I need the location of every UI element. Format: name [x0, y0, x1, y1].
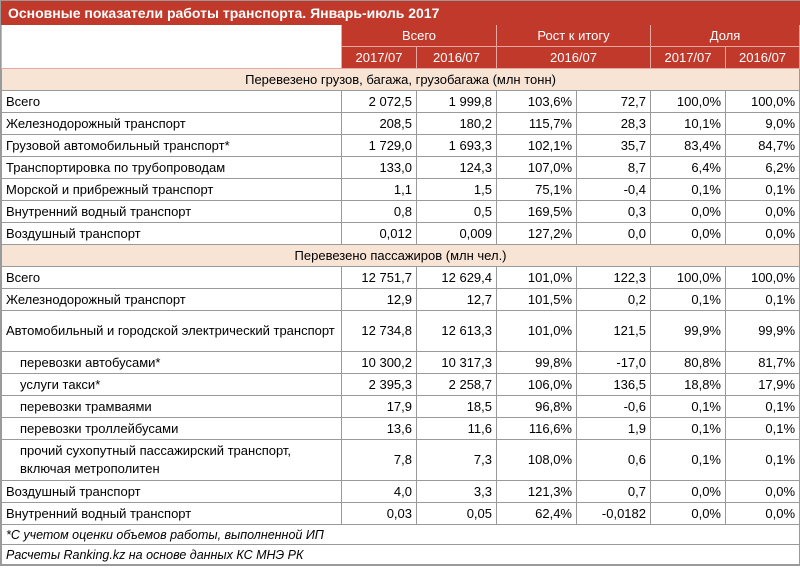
share-2016: 9,0%: [726, 113, 800, 135]
growth-percent: 116,6%: [497, 418, 577, 440]
table-row: [2, 352, 800, 374]
growth-percent: 107,0%: [497, 157, 577, 179]
header-growth: Рост к итогу: [497, 25, 651, 47]
table-row: [2, 179, 800, 201]
value-2016: 10 317,3: [417, 352, 497, 374]
value-2016: 1 999,8: [417, 91, 497, 113]
table-row: [2, 503, 800, 525]
value-2016: 0,05: [417, 503, 497, 525]
value-2016: 12 613,3: [417, 311, 497, 352]
value-2017: 208,5: [342, 113, 417, 135]
growth-absolute: 0,2: [577, 289, 651, 311]
share-2017: 0,1%: [651, 289, 726, 311]
growth-percent: 127,2%: [497, 223, 577, 245]
growth-percent: 62,4%: [497, 503, 577, 525]
cargo-section-label: Перевезено грузов, багажа, грузобагажа (млн тонн): [2, 69, 800, 91]
share-2017: 0,0%: [651, 481, 726, 503]
share-2016: 81,7%: [726, 352, 800, 374]
share-2017: 99,9%: [651, 311, 726, 352]
table-row: [2, 135, 800, 157]
value-2016: 18,5: [417, 396, 497, 418]
header-row-1: [2, 25, 800, 47]
growth-absolute: 8,7: [577, 157, 651, 179]
growth-percent: 106,0%: [497, 374, 577, 396]
transport-indicators-table: [1, 1, 800, 565]
row-label: Всего: [2, 267, 342, 289]
share-2017: 6,4%: [651, 157, 726, 179]
growth-percent: 101,0%: [497, 311, 577, 352]
row-label: Железнодорожный транспорт: [2, 289, 342, 311]
value-2016: 180,2: [417, 113, 497, 135]
value-2017: 12 734,8: [342, 311, 417, 352]
growth-percent: 108,0%: [497, 440, 577, 481]
share-2016: 0,1%: [726, 396, 800, 418]
share-2017: 100,0%: [651, 91, 726, 113]
value-2017: 4,0: [342, 481, 417, 503]
value-2017: 2 395,3: [342, 374, 417, 396]
growth-percent: 121,3%: [497, 481, 577, 503]
share-2017: 0,1%: [651, 440, 726, 481]
table-row: [2, 418, 800, 440]
share-2016: 0,0%: [726, 223, 800, 245]
table-row: [2, 157, 800, 179]
value-2016: 1 693,3: [417, 135, 497, 157]
row-label: Морской и прибрежный транспорт: [2, 179, 342, 201]
growth-percent: 75,1%: [497, 179, 577, 201]
table-row: [2, 374, 800, 396]
value-2016: 7,3: [417, 440, 497, 481]
table-row: [2, 289, 800, 311]
growth-absolute: 122,3: [577, 267, 651, 289]
share-2017: 80,8%: [651, 352, 726, 374]
value-2016: 11,6: [417, 418, 497, 440]
share-2017: 0,1%: [651, 396, 726, 418]
row-label: Грузовой автомобильный транспорт*: [2, 135, 342, 157]
growth-absolute: -0,4: [577, 179, 651, 201]
row-label: услуги такси*: [2, 374, 342, 396]
table-title: Основные показатели работы транспорта. Январь-июль 2017: [2, 2, 800, 25]
growth-absolute: 28,3: [577, 113, 651, 135]
growth-absolute: -17,0: [577, 352, 651, 374]
row-label: перевозки троллейбусами: [2, 418, 342, 440]
growth-percent: 99,8%: [497, 352, 577, 374]
row-label: Транспортировка по трубопроводам: [2, 157, 342, 179]
growth-percent: 115,7%: [497, 113, 577, 135]
growth-percent: 103,6%: [497, 91, 577, 113]
share-2017: 0,0%: [651, 201, 726, 223]
footnote-row: [2, 525, 800, 545]
growth-absolute: 35,7: [577, 135, 651, 157]
header-growth-period: 2016/07: [497, 47, 651, 69]
value-2017: 1 729,0: [342, 135, 417, 157]
row-label: перевозки трамваями: [2, 396, 342, 418]
table-row: [2, 91, 800, 113]
share-2016: 0,0%: [726, 201, 800, 223]
growth-absolute: 0,6: [577, 440, 651, 481]
share-2017: 0,0%: [651, 503, 726, 525]
source-row: [2, 545, 800, 565]
growth-absolute: 136,5: [577, 374, 651, 396]
value-2017: 1,1: [342, 179, 417, 201]
value-2017: 0,03: [342, 503, 417, 525]
growth-percent: 96,8%: [497, 396, 577, 418]
header-share-2017: 2017/07: [651, 47, 726, 69]
value-2017: 10 300,2: [342, 352, 417, 374]
value-2017: 2 072,5: [342, 91, 417, 113]
share-2016: 0,1%: [726, 289, 800, 311]
growth-absolute: 1,9: [577, 418, 651, 440]
value-2017: 133,0: [342, 157, 417, 179]
value-2017: 0,8: [342, 201, 417, 223]
growth-percent: 101,0%: [497, 267, 577, 289]
header-total: Всего: [342, 25, 497, 47]
header-empty-cell: [2, 25, 342, 69]
table-row: [2, 440, 800, 481]
growth-absolute: 72,7: [577, 91, 651, 113]
share-2017: 0,0%: [651, 223, 726, 245]
share-2017: 18,8%: [651, 374, 726, 396]
value-2016: 2 258,7: [417, 374, 497, 396]
share-2016: 6,2%: [726, 157, 800, 179]
share-2016: 0,0%: [726, 481, 800, 503]
growth-percent: 101,5%: [497, 289, 577, 311]
share-2016: 100,0%: [726, 267, 800, 289]
share-2017: 83,4%: [651, 135, 726, 157]
share-2016: 0,1%: [726, 418, 800, 440]
header-total-2017: 2017/07: [342, 47, 417, 69]
value-2016: 3,3: [417, 481, 497, 503]
value-2016: 0,009: [417, 223, 497, 245]
row-label: Всего: [2, 91, 342, 113]
title-row: [2, 2, 800, 25]
header-total-2016: 2016/07: [417, 47, 497, 69]
share-2017: 0,1%: [651, 179, 726, 201]
row-label: перевозки автобусами*: [2, 352, 342, 374]
value-2017: 13,6: [342, 418, 417, 440]
value-2017: 12,9: [342, 289, 417, 311]
row-label: Внутренний водный транспорт: [2, 201, 342, 223]
row-label: прочий сухопутный пассажирский транспорт, включая метрополитен: [2, 440, 342, 481]
value-2017: 12 751,7: [342, 267, 417, 289]
share-2016: 0,0%: [726, 503, 800, 525]
header-share: Доля: [651, 25, 800, 47]
row-label: Автомобильный и городской электрический транспорт: [2, 311, 342, 352]
value-2016: 12,7: [417, 289, 497, 311]
growth-absolute: 0,3: [577, 201, 651, 223]
share-2016: 100,0%: [726, 91, 800, 113]
growth-absolute: 121,5: [577, 311, 651, 352]
table-row: [2, 267, 800, 289]
growth-absolute: 0,0: [577, 223, 651, 245]
table-row: [2, 481, 800, 503]
value-2016: 0,5: [417, 201, 497, 223]
share-2016: 17,9%: [726, 374, 800, 396]
row-label: Воздушный транспорт: [2, 481, 342, 503]
row-label: Внутренний водный транспорт: [2, 503, 342, 525]
share-2017: 100,0%: [651, 267, 726, 289]
value-2016: 124,3: [417, 157, 497, 179]
growth-percent: 169,5%: [497, 201, 577, 223]
source-text: Расчеты Ranking.kz на основе данных КС МНЭ РК: [2, 545, 800, 565]
share-2016: 0,1%: [726, 440, 800, 481]
table-row: [2, 396, 800, 418]
share-2017: 10,1%: [651, 113, 726, 135]
growth-absolute: -0,0182: [577, 503, 651, 525]
cargo-section-row: [2, 69, 800, 91]
share-2016: 0,1%: [726, 179, 800, 201]
share-2017: 0,1%: [651, 418, 726, 440]
value-2017: 17,9: [342, 396, 417, 418]
table-row: [2, 201, 800, 223]
header-share-2016: 2016/07: [726, 47, 800, 69]
passengers-section-row: [2, 245, 800, 267]
value-2016: 1,5: [417, 179, 497, 201]
growth-absolute: 0,7: [577, 481, 651, 503]
footnote-text: *С учетом оценки объемов работы, выполненной ИП: [2, 525, 800, 545]
row-label: Железнодорожный транспорт: [2, 113, 342, 135]
value-2017: 7,8: [342, 440, 417, 481]
share-2016: 99,9%: [726, 311, 800, 352]
value-2017: 0,012: [342, 223, 417, 245]
share-2016: 84,7%: [726, 135, 800, 157]
table-row: [2, 113, 800, 135]
row-label: Воздушный транспорт: [2, 223, 342, 245]
value-2016: 12 629,4: [417, 267, 497, 289]
growth-percent: 102,1%: [497, 135, 577, 157]
table-row: [2, 311, 800, 352]
table-row: [2, 223, 800, 245]
passengers-section-label: Перевезено пассажиров (млн чел.): [2, 245, 800, 267]
growth-absolute: -0,6: [577, 396, 651, 418]
